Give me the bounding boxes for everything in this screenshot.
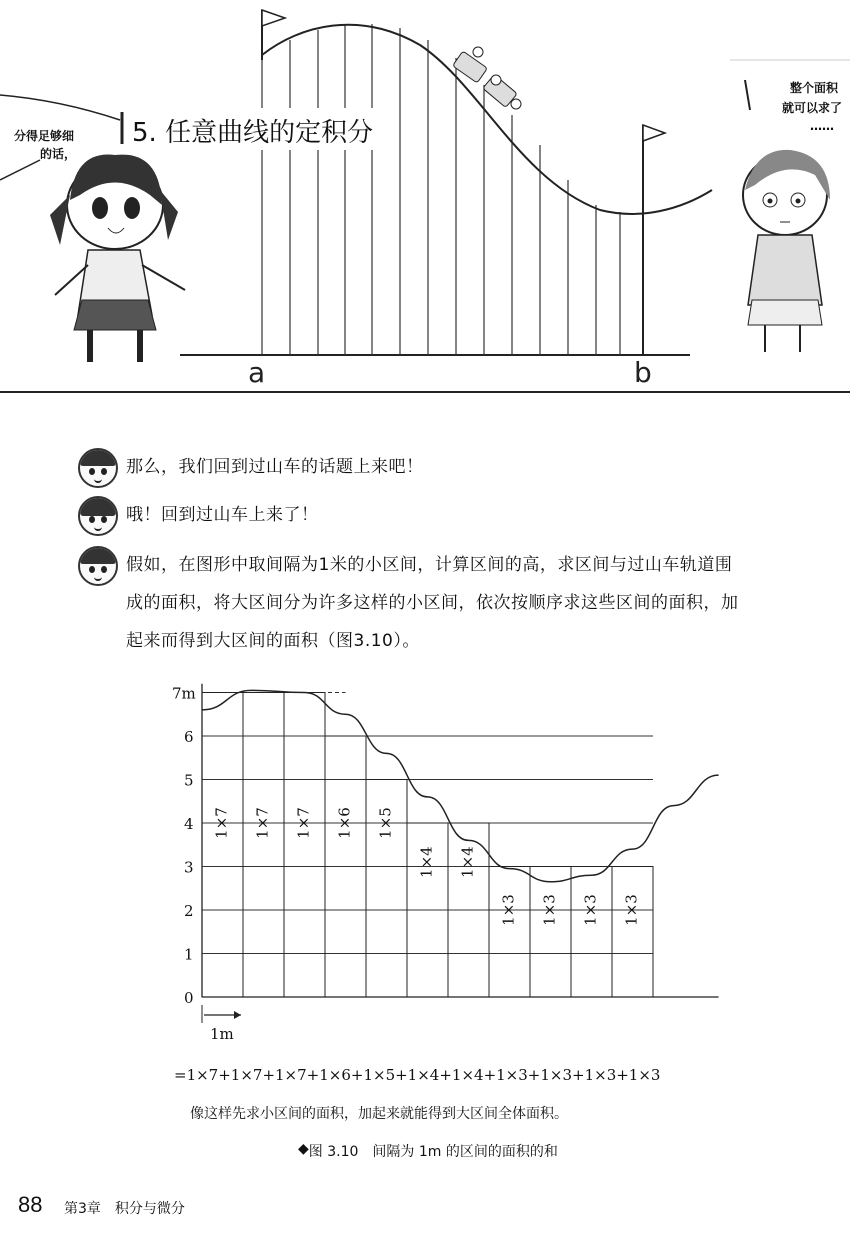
pigtail-girl-character — [50, 155, 185, 362]
y-tick-label: 4 — [184, 815, 194, 833]
shorthair-girl-character — [743, 150, 830, 352]
dialogue-paragraph: 假如，在图形中取间隔为1米的小区间，计算区间的高，求区间与过山车轨道围 成的面积，将大区间分为许多这样的小区间，依次按顺序求这些区间的面积，加 起来而得到大区间的面积（图3.10）。 — [126, 555, 739, 651]
coaster-car-icon — [453, 47, 521, 109]
dialogue-text: 那么，我们回到过山车的话题上来吧！ — [126, 457, 424, 477]
label-a: a — [248, 356, 266, 389]
sum-equation: =1×7+1×7+1×7+1×6+1×5+1×4+1×4+1×3+1×3+1×3+1×3 — [174, 1066, 661, 1084]
right-speech-bubble — [730, 60, 850, 133]
bar-label: 1×3 — [499, 894, 518, 926]
bar — [530, 867, 571, 998]
coaster-supports — [262, 24, 620, 355]
area-sum-chart — [160, 675, 740, 1045]
bar-label: 1×6 — [335, 807, 354, 839]
figure-note: 像这样先求小区间的面积，加起来就能得到大区间全体面积。 — [190, 1106, 568, 1122]
unit-width-label: 1m — [210, 1025, 234, 1043]
bar-label: 1×4 — [458, 846, 477, 878]
y-tick-label: 0 — [184, 989, 194, 1007]
bar-label: 1×4 — [417, 846, 436, 878]
svg-text:整个面积: 整个面积 — [790, 81, 839, 95]
bar — [284, 693, 325, 998]
bar-label: 1×3 — [581, 894, 600, 926]
y-tick-label: 7m — [172, 684, 196, 703]
bar — [243, 693, 284, 998]
bar-label: 1×7 — [294, 807, 313, 839]
glasses-girl-icon — [78, 546, 118, 586]
caption-marker: ◆ — [298, 1141, 309, 1157]
bar — [612, 867, 653, 998]
bar — [489, 867, 530, 998]
manga-panel — [0, 0, 850, 395]
y-tick-label: 1 — [184, 945, 194, 964]
figure-caption — [298, 1141, 558, 1161]
svg-text:的话，: 的话， — [40, 147, 77, 161]
dialogue-line-3 — [78, 546, 826, 660]
section-title: 5. 任意曲线的定积分 — [132, 118, 374, 148]
bar — [571, 867, 612, 998]
y-tick-label: 5 — [184, 771, 194, 790]
flag-right-icon — [643, 125, 665, 355]
y-tick-label: 6 — [184, 728, 194, 746]
bar-label: 1×7 — [212, 807, 231, 839]
dialogue-line-2 — [78, 496, 319, 536]
unit-arrow-head — [234, 1011, 241, 1019]
svg-text:……: …… — [810, 119, 834, 133]
dialogue-line-1 — [78, 448, 424, 488]
svg-text:就可以求了: 就可以求了 — [782, 101, 843, 115]
pigtail-girl-icon — [78, 496, 118, 536]
label-b: b — [634, 356, 652, 389]
bar — [202, 693, 243, 998]
dialogue-text: 哦！回到过山车上来了！ — [126, 505, 319, 525]
y-tick-label: 2 — [184, 902, 194, 920]
y-tick-label: 3 — [184, 858, 194, 877]
bar-label: 1×3 — [622, 894, 641, 926]
glasses-girl-icon — [78, 448, 118, 488]
bar-label: 1×5 — [376, 807, 395, 839]
bar-label: 1×3 — [540, 894, 559, 926]
bar-label: 1×7 — [253, 807, 272, 839]
caption-text: 图 3.10 间隔为 1m 的区间的面积的和 — [308, 1144, 558, 1160]
page-number: 88 — [18, 1192, 43, 1217]
svg-text:分得足够细: 分得足够细 — [14, 129, 75, 143]
chapter-label: 第3章 积分与微分 — [64, 1201, 185, 1217]
